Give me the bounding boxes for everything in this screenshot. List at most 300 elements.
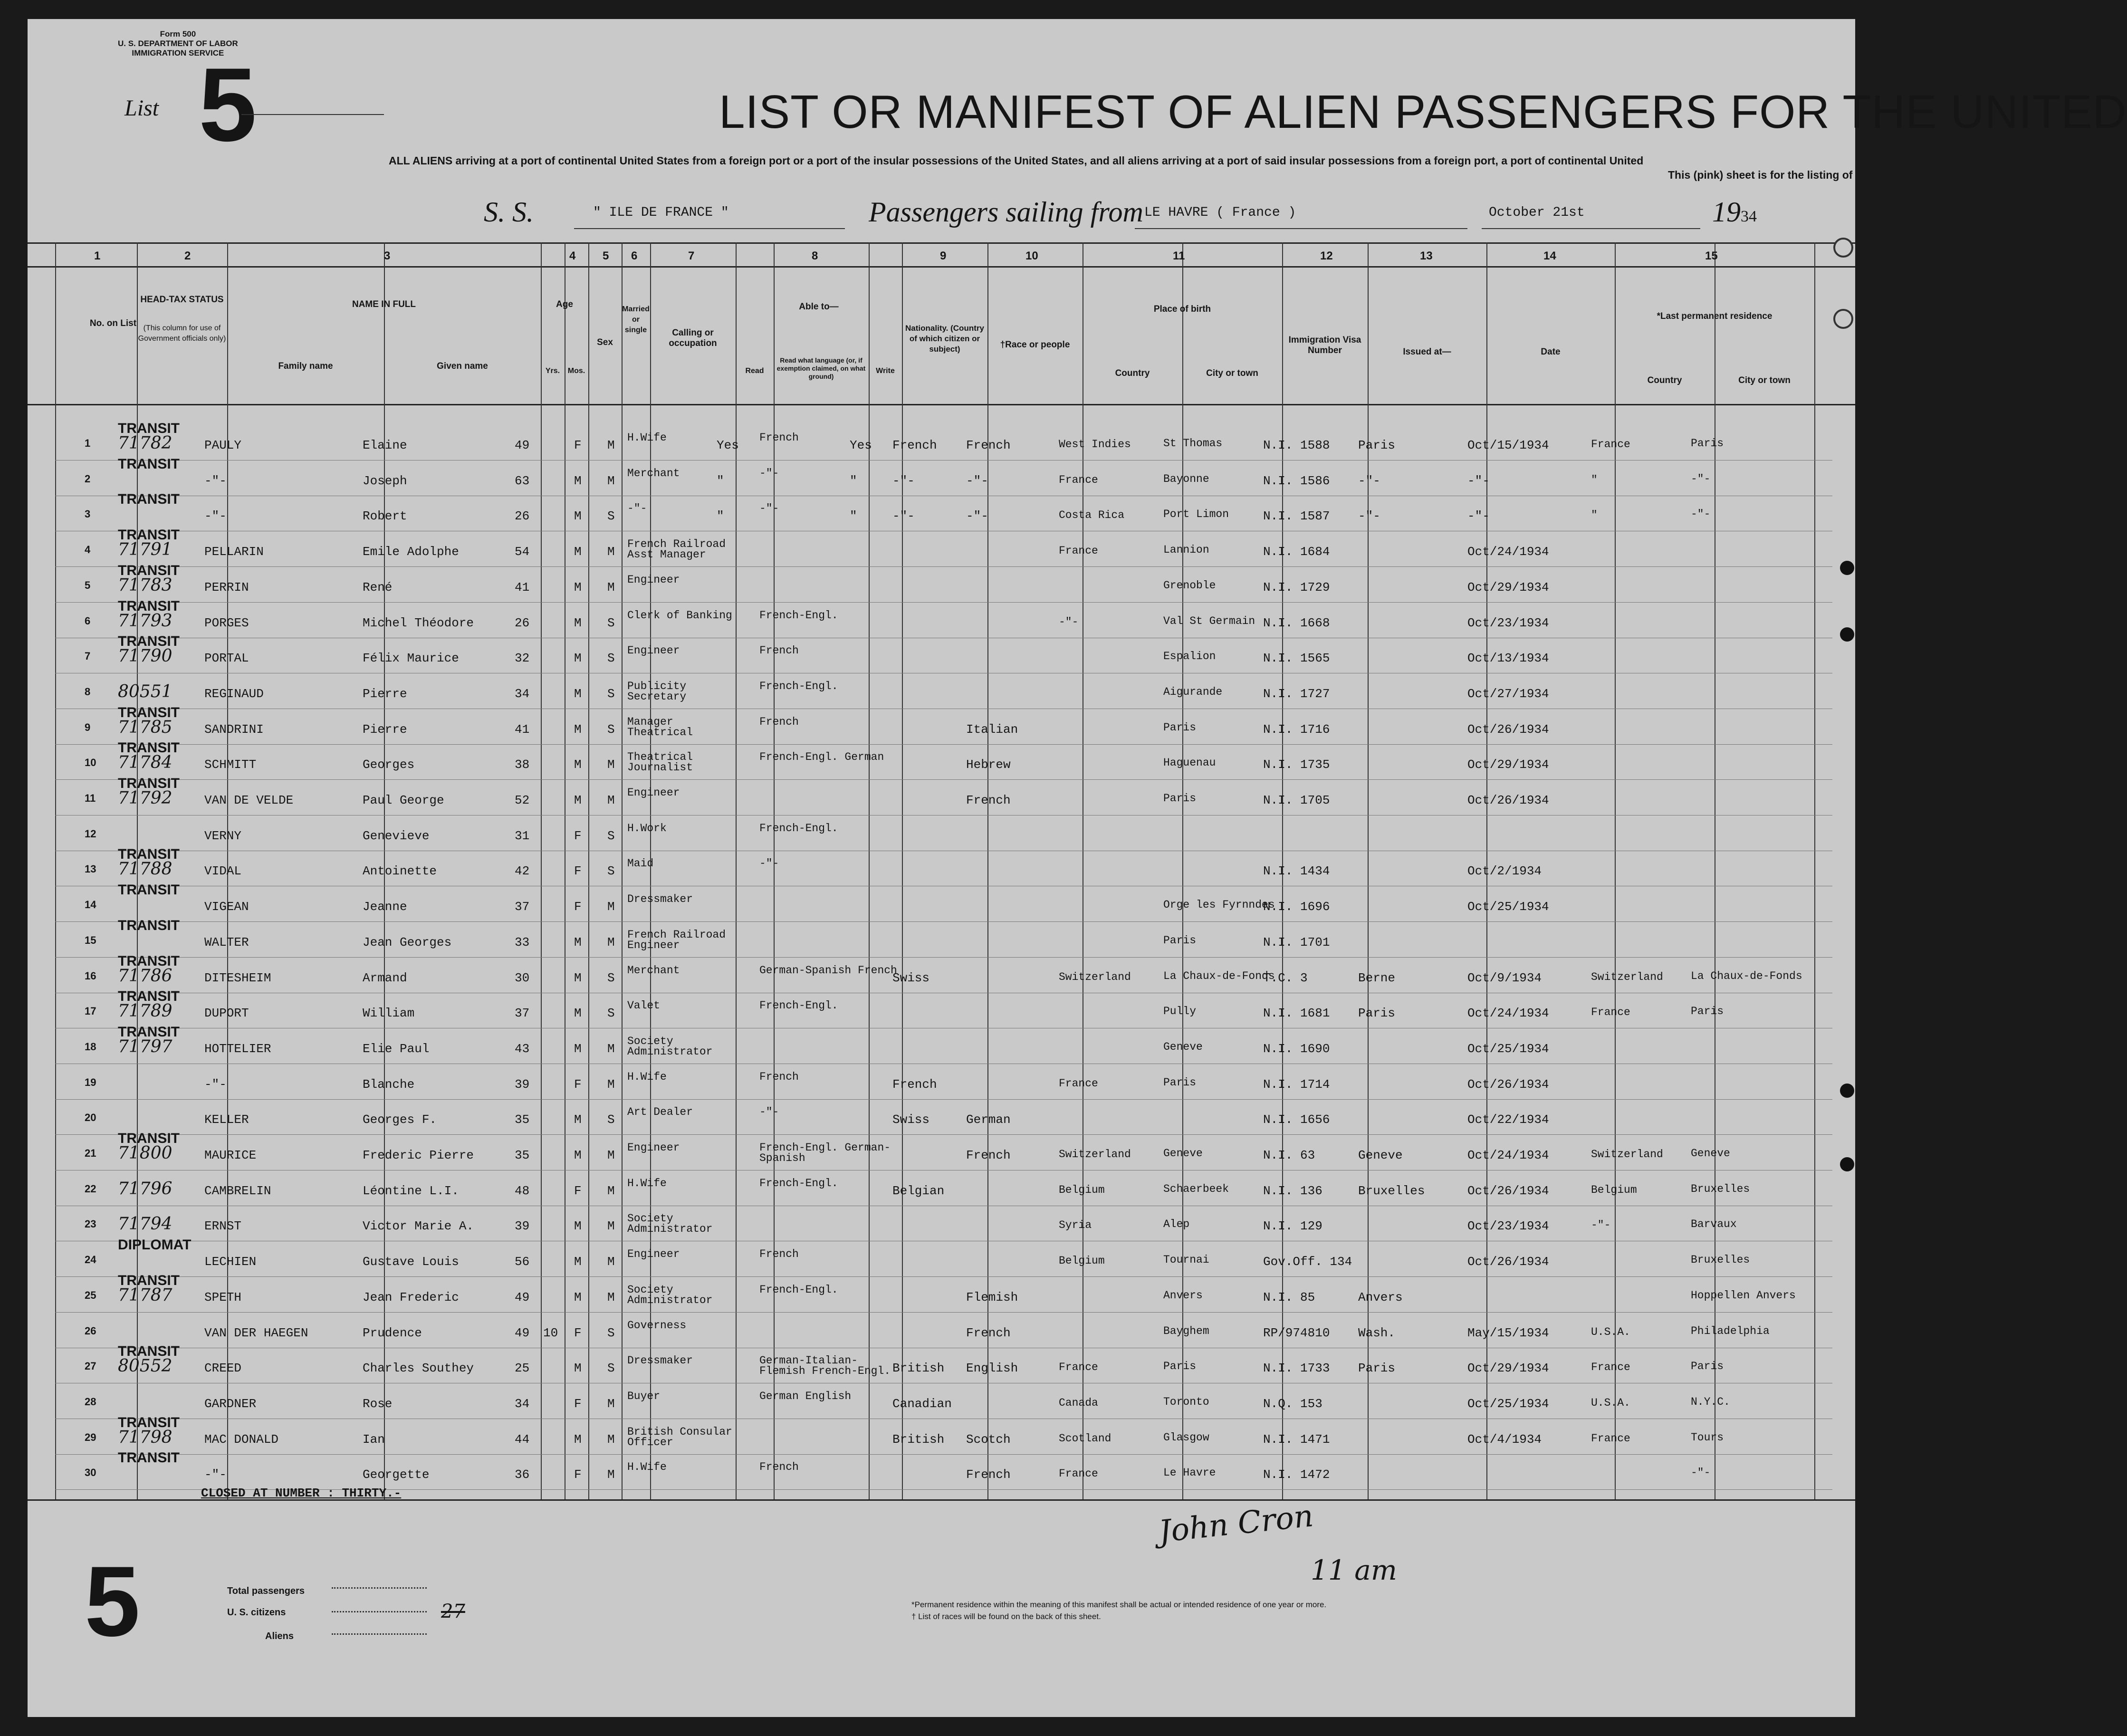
- cell-family-name: -"-: [204, 1077, 227, 1092]
- column-number: 11: [1173, 249, 1185, 262]
- row-number: 8: [85, 685, 91, 698]
- cell-age-years: 41: [515, 722, 530, 737]
- table-row: [28, 421, 1855, 468]
- cell-family-name: ERNST: [204, 1219, 242, 1234]
- table-row: [28, 1107, 1855, 1142]
- row-number: 20: [85, 1112, 96, 1124]
- table-row: [28, 740, 1855, 787]
- cell-can-read: Yes: [717, 438, 739, 452]
- year-suffix: 34: [1741, 208, 1757, 225]
- cell-given-name: Blanche: [363, 1077, 415, 1092]
- row-number: 30: [85, 1467, 96, 1479]
- cell-occupation: British Consular Officer: [627, 1425, 732, 1448]
- cell-residence-country: U.S.A.: [1591, 1325, 1630, 1338]
- column-number: 14: [1543, 249, 1556, 262]
- hdr-calling: Calling or occupation: [669, 328, 717, 348]
- hdr-mos: Mos.: [567, 367, 585, 375]
- cell-birth-country: West Indies: [1059, 438, 1131, 451]
- cell-marital-status: S: [607, 651, 615, 666]
- row-number: 18: [85, 1040, 96, 1053]
- table-row: [28, 681, 1855, 717]
- cell-age-years: 37: [515, 900, 530, 914]
- cell-given-name: Gustave Louis: [363, 1255, 459, 1269]
- cell-family-name: -"-: [204, 1467, 227, 1482]
- head-tax-stamp: TRANSIT: [118, 1131, 180, 1146]
- cell-occupation: French Railroad Engineer: [627, 928, 726, 951]
- form-number: Form 500: [160, 29, 196, 38]
- cell-residence-city: Barvaux: [1691, 1218, 1737, 1231]
- cell-birth-city: Lannion: [1163, 544, 1209, 556]
- row-number: 24: [85, 1254, 96, 1266]
- service: IMMIGRATION SERVICE: [132, 48, 224, 58]
- cell-read-language: German-Spanish French: [759, 964, 897, 977]
- cell-read-language: -"-: [759, 467, 779, 480]
- cell-visa-number: N.I. 1733: [1263, 1361, 1330, 1376]
- cell-birth-city: Le Havre: [1163, 1467, 1216, 1479]
- cell-given-name: Georges F.: [363, 1113, 437, 1127]
- hdr-given-name: Given name: [437, 361, 488, 371]
- cell-birth-city: Tournai: [1163, 1254, 1209, 1266]
- cell-issued-at: Anvers: [1358, 1290, 1403, 1304]
- column-number: 3: [384, 249, 391, 262]
- cell-sex: M: [574, 1041, 582, 1056]
- hdr-write: Write: [876, 367, 895, 375]
- cell-age-years: 42: [515, 864, 530, 879]
- table-row: [28, 456, 1855, 504]
- cell-visa-number: N.I. 136: [1263, 1183, 1322, 1198]
- cell-read-language: French: [759, 644, 799, 657]
- cell-family-name: -"-: [204, 473, 227, 488]
- cell-visa-date: Oct/2/1934: [1467, 864, 1542, 879]
- cell-given-name: William: [363, 1006, 415, 1021]
- cell-occupation: Valet: [627, 999, 661, 1012]
- cell-age-years: 33: [515, 935, 530, 950]
- cell-residence-city: Paris: [1691, 1360, 1724, 1373]
- header-rule-bottom: [28, 404, 1855, 405]
- head-tax-stamp: TRANSIT: [118, 846, 180, 863]
- cell-birth-city: Orge les Fyrnndes: [1163, 899, 1275, 911]
- cell-sex: M: [574, 1219, 582, 1234]
- cell-birth-city: Anvers: [1163, 1289, 1203, 1302]
- sailing-year: [1712, 196, 1757, 229]
- cell-given-name: Léontine L.I.: [363, 1183, 459, 1198]
- head-tax-stamp: TRANSIT: [118, 527, 180, 543]
- cell-birth-city: Paris: [1163, 934, 1197, 947]
- cell-residence-country: -"-: [1591, 1219, 1611, 1232]
- cell-residence-country: France: [1591, 1432, 1630, 1445]
- head-tax-stamp: TRANSIT: [118, 1343, 180, 1360]
- cell-visa-date: Oct/27/1934: [1467, 686, 1549, 701]
- cell-visa-number: N.I. 1729: [1263, 580, 1330, 595]
- row-rule: [55, 957, 1832, 958]
- cell-sex: F: [574, 1183, 582, 1198]
- head-tax-number: 71782: [118, 433, 172, 453]
- cell-birth-country: Belgium: [1059, 1255, 1105, 1267]
- cell-visa-date: Oct/26/1934: [1467, 722, 1549, 737]
- hdr-visa-date: Date: [1541, 347, 1561, 357]
- cell-occupation: French Railroad Asst Manager: [627, 538, 726, 561]
- cell-residence-city: -"-: [1691, 1467, 1711, 1479]
- cell-given-name: Georges: [363, 758, 415, 772]
- row-rule: [55, 1134, 1832, 1135]
- cell-sex: M: [574, 1148, 582, 1162]
- cell-birth-country: Syria: [1059, 1219, 1092, 1232]
- subtitle-sheet-note: This (pink) sheet is for the listing of: [1668, 169, 1853, 181]
- cell-marital-status: M: [607, 473, 615, 488]
- cell-family-name: SPETH: [204, 1290, 242, 1304]
- cell-visa-number: N.I. 1681: [1263, 1006, 1330, 1021]
- cell-marital-status: M: [607, 438, 615, 452]
- cell-residence-city: -"-: [1691, 472, 1711, 485]
- cell-occupation: Governess: [627, 1319, 687, 1332]
- row-number: 26: [85, 1324, 96, 1337]
- row-number: 28: [85, 1395, 96, 1408]
- cell-read-language: -"-: [759, 502, 779, 515]
- row-rule: [55, 744, 1832, 745]
- cell-visa-date: Oct/23/1934: [1467, 615, 1549, 630]
- cell-occupation: Society Administrator: [627, 1035, 713, 1058]
- cell-given-name: Michel Théodore: [363, 615, 474, 630]
- cell-family-name: SCHMITT: [204, 758, 257, 772]
- cell-given-name: Frederic Pierre: [363, 1148, 474, 1162]
- cell-age-years: 39: [515, 1219, 530, 1234]
- column-number: 2: [184, 249, 191, 262]
- head-tax-number: 80551: [118, 681, 172, 701]
- head-tax-stamp: TRANSIT: [118, 1414, 180, 1430]
- cell-occupation: Maid: [627, 857, 654, 870]
- row-number: 16: [85, 969, 96, 982]
- column-number: 5: [603, 249, 609, 262]
- cell-residence-city: -"-: [1691, 508, 1711, 521]
- cell-given-name: Jean Frederic: [363, 1290, 459, 1304]
- cell-occupation: -"-: [627, 502, 647, 515]
- cell-sex: M: [574, 651, 582, 666]
- row-number: 13: [85, 863, 96, 875]
- cell-given-name: Ian: [363, 1432, 385, 1447]
- cell-race: French: [966, 1148, 1011, 1162]
- cell-sex: F: [574, 900, 582, 914]
- cell-visa-date: Oct/25/1934: [1467, 1396, 1549, 1411]
- cell-visa-date: Oct/9/1934: [1467, 970, 1542, 985]
- cell-birth-city: Alep: [1163, 1218, 1190, 1231]
- cell-age-years: 31: [515, 828, 530, 843]
- ss-label: S. S.: [484, 196, 534, 228]
- cell-read-language: German English: [759, 1390, 852, 1402]
- hdr-issued-at: Issued at—: [1403, 347, 1451, 357]
- head-tax-number: 71786: [118, 966, 172, 986]
- cell-visa-number: N.I. 1472: [1263, 1467, 1330, 1482]
- cell-visa-date: Oct/26/1934: [1467, 793, 1549, 807]
- cell-age-years: 34: [515, 1396, 530, 1411]
- hdr-res-city: City or town: [1738, 375, 1791, 385]
- head-tax-stamp: TRANSIT: [118, 704, 180, 720]
- column-number: 15: [1705, 249, 1718, 262]
- head-tax-stamp: TRANSIT: [118, 1450, 180, 1466]
- cell-visa-number: N.I. 1714: [1263, 1077, 1330, 1092]
- row-number: 22: [85, 1182, 96, 1195]
- cell-family-name: VIGEAN: [204, 900, 249, 914]
- cell-given-name: Jean Georges: [363, 935, 452, 950]
- cell-age-years: 30: [515, 970, 530, 985]
- cell-visa-number: N.I. 1735: [1263, 758, 1330, 772]
- table-row: [28, 1391, 1855, 1427]
- cell-issued-at: Paris: [1358, 1006, 1396, 1021]
- hdr-married: Married or single: [622, 305, 650, 334]
- cell-sex: M: [574, 1432, 582, 1447]
- cell-age-years: 43: [515, 1041, 530, 1056]
- cell-given-name: Rose: [363, 1396, 393, 1411]
- cell-marital-status: S: [607, 1325, 615, 1340]
- cell-nationality: Swiss: [892, 970, 930, 985]
- cell-visa-date: May/15/1934: [1467, 1325, 1549, 1340]
- cell-age-years: 32: [515, 651, 530, 666]
- cell-issued-at: -"-: [1358, 509, 1380, 524]
- cell-occupation: Manager Theatrical: [627, 715, 693, 739]
- header-rule-colnums: [28, 266, 1855, 268]
- cell-given-name: Pierre: [363, 722, 407, 737]
- cell-residence-city: Tours: [1691, 1431, 1724, 1444]
- hdr-nationality: Nationality. (Country of which citizen or subject): [905, 324, 984, 354]
- row-rule: [55, 1099, 1832, 1100]
- cell-occupation: Engineer: [627, 1248, 680, 1261]
- head-tax-number: 71798: [118, 1427, 172, 1447]
- cell-age-years: 38: [515, 758, 530, 772]
- cell-given-name: Prudence: [363, 1325, 422, 1340]
- hdr-read-language: Read what language (or, if exemption claimed, on what ground): [776, 356, 866, 380]
- cell-marital-status: M: [607, 580, 615, 595]
- cell-age-years: 25: [515, 1361, 530, 1376]
- hdr-birth-city: City or town: [1206, 368, 1258, 378]
- cell-family-name: PORTAL: [204, 651, 249, 666]
- cell-given-name: Robert: [363, 509, 407, 524]
- row-rule: [55, 602, 1832, 603]
- us-citizens-value: 27: [441, 1601, 465, 1622]
- cell-birth-country: Canada: [1059, 1396, 1098, 1409]
- cell-birth-city: Port Limon: [1163, 508, 1229, 521]
- cell-sex: F: [574, 1467, 582, 1482]
- cell-sex: M: [574, 1113, 582, 1127]
- hdr-no-on-list: No. on List: [89, 318, 137, 328]
- cell-birth-country: Scotland: [1059, 1432, 1111, 1445]
- year-prefix: 19: [1712, 196, 1741, 228]
- cell-residence-country: Switzerland: [1591, 970, 1663, 983]
- cell-read-language: French: [759, 1070, 799, 1083]
- cell-family-name: VAN DE VELDE: [204, 793, 294, 807]
- cell-read-language: French-Engl.: [759, 822, 838, 834]
- cell-family-name: DUPORT: [204, 1006, 249, 1021]
- cell-sex: M: [574, 580, 582, 595]
- column-number: 9: [940, 249, 947, 262]
- cell-nationality: British: [892, 1432, 945, 1447]
- cell-nationality: British: [892, 1361, 945, 1376]
- cell-read-language: French-Engl.: [759, 1177, 838, 1189]
- table-row: [28, 1213, 1855, 1249]
- table-row: [28, 776, 1855, 823]
- cell-visa-number: N.I. 1565: [1263, 651, 1330, 666]
- cell-age-years: 49: [515, 1290, 530, 1304]
- table-row: [28, 1131, 1855, 1178]
- departure-port: LE HAVRE ( France ): [1144, 205, 1296, 220]
- column-number: 4: [569, 249, 576, 262]
- cell-visa-date: -"-: [1467, 473, 1490, 488]
- head-tax-number: 71794: [118, 1214, 172, 1234]
- cell-sex: M: [574, 935, 582, 950]
- ship-underline: [574, 228, 845, 229]
- table-row: [28, 823, 1855, 859]
- cell-marital-status: S: [607, 615, 615, 630]
- cell-given-name: Jeanne: [363, 900, 407, 914]
- cell-marital-status: S: [607, 509, 615, 524]
- list-number: 5: [199, 46, 257, 163]
- cell-visa-date: Oct/15/1934: [1467, 438, 1549, 452]
- row-number: 3: [85, 508, 91, 520]
- cell-marital-status: M: [607, 1255, 615, 1269]
- column-number: 8: [812, 249, 818, 262]
- cell-given-name: Paul George: [363, 793, 444, 807]
- cell-age-years: 56: [515, 1255, 530, 1269]
- cell-visa-date: Oct/23/1934: [1467, 1219, 1549, 1234]
- total-passengers-label: Total passengers: [227, 1586, 305, 1596]
- cell-marital-status: S: [607, 970, 615, 985]
- cell-residence-city: Geneve: [1691, 1147, 1730, 1160]
- cell-can-write: Yes: [850, 438, 872, 452]
- cell-occupation: Society Administrator: [627, 1283, 713, 1306]
- cell-visa-date: Oct/26/1934: [1467, 1255, 1549, 1269]
- table-row: [28, 1414, 1855, 1462]
- cell-residence-city: Bruxelles: [1691, 1182, 1750, 1195]
- cell-read-language: French-Engl.: [759, 999, 838, 1012]
- cell-given-name: René: [363, 580, 393, 595]
- cell-occupation: Engineer: [627, 1141, 680, 1154]
- cell-family-name: WALTER: [204, 935, 249, 950]
- cell-birth-city: Paris: [1163, 792, 1197, 805]
- aliens-dots: [332, 1633, 427, 1635]
- cell-age-years: 49: [515, 1325, 530, 1340]
- table-row: [28, 527, 1855, 575]
- cell-sex: F: [574, 864, 582, 879]
- head-tax-number: 71783: [118, 575, 172, 595]
- port-underline: [1135, 228, 1467, 229]
- cell-occupation: Engineer: [627, 644, 680, 657]
- cell-birth-country: Belgium: [1059, 1183, 1105, 1196]
- cell-visa-number: N.I. 1587: [1263, 509, 1330, 524]
- cell-residence-country: France: [1591, 1361, 1630, 1374]
- cell-visa-number: N.I. 1727: [1263, 686, 1330, 701]
- head-tax-stamp: TRANSIT: [118, 633, 180, 650]
- cell-race: -"-: [966, 473, 988, 488]
- table-row: [28, 1024, 1855, 1072]
- cell-visa-date: Oct/22/1934: [1467, 1113, 1549, 1127]
- cell-birth-city: Toronto: [1163, 1395, 1209, 1408]
- cell-family-name: HOTTELIER: [204, 1041, 271, 1056]
- row-rule: [55, 921, 1832, 922]
- cell-sex: M: [574, 970, 582, 985]
- cell-visa-number: N.I. 1668: [1263, 615, 1330, 630]
- table-row: [28, 1178, 1855, 1214]
- row-rule: [55, 1454, 1832, 1455]
- row-number: 12: [85, 827, 96, 840]
- cell-issued-at: Paris: [1358, 438, 1396, 452]
- list-label: List: [125, 96, 159, 121]
- binder-ring-2: [1833, 309, 1853, 329]
- table-row: [28, 917, 1855, 965]
- cell-family-name: MAC DONALD: [204, 1432, 279, 1447]
- cell-issued-at: Paris: [1358, 1361, 1396, 1376]
- cell-can-write: ": [850, 473, 857, 488]
- column-number: 7: [688, 249, 695, 262]
- cell-read-language: French-Engl.: [759, 1283, 838, 1296]
- cell-issued-at: Wash.: [1358, 1325, 1396, 1340]
- cell-age-years: 35: [515, 1113, 530, 1127]
- cell-visa-number: N.I. 1471: [1263, 1432, 1330, 1447]
- cell-birth-city: La Chaux-de-Fonds: [1163, 969, 1275, 982]
- cell-race: Scotch: [966, 1432, 1011, 1447]
- cell-age-years: 52: [515, 793, 530, 807]
- cell-family-name: GARDNER: [204, 1396, 257, 1411]
- cell-family-name: -"-: [204, 509, 227, 524]
- cell-race: English: [966, 1361, 1018, 1376]
- hdr-visa-number: Immigration Visa Number: [1288, 335, 1361, 355]
- table-row: [28, 562, 1855, 610]
- cell-birth-country: France: [1059, 1361, 1098, 1374]
- head-tax-stamp: TRANSIT: [118, 988, 180, 1005]
- head-tax-number: 71800: [118, 1143, 172, 1163]
- list-underline: [241, 114, 384, 115]
- cell-marital-status: S: [607, 722, 615, 737]
- row-number: 15: [85, 934, 96, 946]
- cell-family-name: PORGES: [204, 615, 249, 630]
- cell-race: Hebrew: [966, 758, 1011, 772]
- cell-birth-city: Bayonne: [1163, 472, 1209, 485]
- cell-family-name: VIDAL: [204, 864, 242, 879]
- cell-marital-status: M: [607, 545, 615, 559]
- hdr-race: †Race or people: [1000, 340, 1070, 350]
- punch-hole-3: [1840, 1084, 1854, 1098]
- cell-marital-status: M: [607, 935, 615, 950]
- head-tax-stamp: TRANSIT: [118, 917, 180, 933]
- row-number: 19: [85, 1076, 96, 1088]
- page-title: LIST OR MANIFEST OF ALIEN PASSENGERS FOR THE UNITED: [719, 86, 2127, 138]
- cell-sex: M: [574, 1361, 582, 1376]
- row-number: 5: [85, 579, 91, 591]
- head-tax-stamp: DIPLOMAT: [118, 1237, 192, 1253]
- date-underline: [1482, 228, 1700, 229]
- head-tax-stamp: TRANSIT: [118, 776, 180, 791]
- row-number: 9: [85, 721, 91, 733]
- cell-issued-at: Geneve: [1358, 1148, 1403, 1162]
- hdr-able-to: Able to—: [799, 302, 839, 312]
- table-row: [28, 988, 1855, 1036]
- officer-signature: John Cron: [1157, 1498, 1315, 1550]
- cell-given-name: Antoinette: [363, 864, 437, 879]
- row-number: 4: [85, 544, 91, 556]
- cell-residence-country: ": [1591, 473, 1598, 486]
- cell-marital-status: M: [607, 758, 615, 772]
- cell-occupation: Merchant: [627, 467, 680, 480]
- cell-issued-at: Berne: [1358, 970, 1396, 985]
- us-citizens-dots: [332, 1611, 427, 1612]
- cell-residence-city: Bruxelles: [1691, 1254, 1750, 1266]
- cell-birth-city: St Thomas: [1163, 437, 1223, 450]
- cell-residence-city: Paris: [1691, 1005, 1724, 1018]
- cell-birth-city: Paris: [1163, 1360, 1197, 1373]
- head-tax-number: 71797: [118, 1036, 172, 1056]
- cell-marital-status: M: [607, 1077, 615, 1092]
- cell-birth-city: Schaerbeek: [1163, 1182, 1229, 1195]
- cell-birth-country: France: [1059, 545, 1098, 557]
- cell-visa-number: N.I. 63: [1263, 1148, 1315, 1162]
- cell-birth-country: -"-: [1059, 615, 1079, 628]
